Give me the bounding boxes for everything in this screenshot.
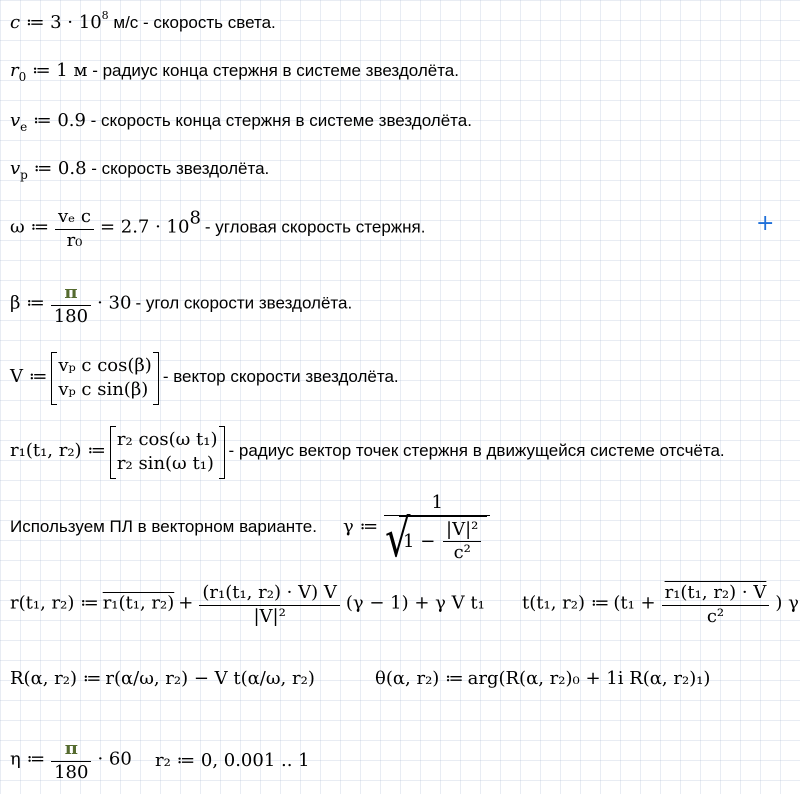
pl-vector-note: Используем ПЛ в векторном варианте. [10,516,317,536]
ship-speed-definition[interactable]: $v_p$ ≔ 0.8 - скорость звездолёта. [10,158,270,182]
speed-of-light-description: м/с - скорость света. [108,13,276,32]
angular-velocity-description: - угловая скорость стержня. [204,217,426,237]
crosshair-cursor-icon[interactable]: + [756,211,775,236]
rod-point-radius-vector-definition[interactable]: r₁(t₁, r₂) ≔ r₂ cos(ω t₁) r₂ sin(ω t₁) - радиус вектор точек стержня в движущейся системе отсчёта. [10,426,725,479]
radius-vector-matrix: r₂ cos(ω t₁) r₂ sin(ω t₁) [110,426,225,479]
ship-angle-description: - угол скорости звездолёта. [135,293,353,313]
projection-fraction: $\frac{\text{(r₁(t₁, r₂) · V) V}}{\text{|V|²}}$ [199,582,340,628]
ship-speed-description: - скорость звездолёта. [86,159,270,178]
speed-of-light-definition[interactable]: c ≔ $3 \cdot 10^8$ м/с - скорость света. [10,9,276,33]
ship-velocity-vector-definition[interactable]: V ≔ vₚ c cos(β) vₚ c sin(β) - вектор скорости звездолёта. [10,352,399,405]
degree-fraction: $\frac{\pi}{180}$ [51,282,91,328]
eta-fraction: $\frac{\pi}{180}$ [51,738,91,784]
rod-radius-definition[interactable]: $r_0$ ≔ 1 м - радиус конца стержня в системе звездолёта. [10,60,459,84]
trajectory-definition[interactable]: R(α, r₂) ≔ r(α/ω, r₂) − V t(α/ω, r₂) [10,668,315,689]
lorentz-factor-line[interactable]: Используем ПЛ в векторном варианте. γ ≔ 1 √ 1 − $\frac{\text{|V|²}}{\text{c²}}$ [10,492,492,565]
velocity-vector-description: - вектор скорости звездолёта. [162,366,399,386]
angle-definition[interactable]: θ(α, r₂) ≔ arg(R(α, r₂)₀ + 1i R(α, r₂)₁) [375,668,711,689]
rod-end-speed-description: - скорость конца стержня в системе звездолёта. [85,111,472,130]
ship-angle-definition[interactable]: β ≔ $\frac{\pi}{180}$ · 30 - угол скорости звездолёта. [10,282,353,327]
eta-definition[interactable]: η ≔ $\frac{\pi}{180}$ · 60 [10,738,132,783]
velocity-matrix: vₚ c cos(β) vₚ c sin(β) [51,352,159,405]
angular-velocity-fraction: $\frac{\text{vₑ c}}{\text{r₀}}$ [55,206,94,252]
rod-end-speed-definition[interactable]: $v_e$ ≔ 0.9 - скорость конца стержня в системе звездолёта. [10,110,472,134]
transformed-time-definition[interactable]: t(t₁, r₂) ≔ (t₁ + $\frac{\text{r₁(t₁, r₂) · V}}{\text{c²}}$ ) γ [522,582,799,627]
r2-range-definition[interactable]: r₂ ≔ 0, 0.001 .. 1 [155,750,310,771]
gamma-fraction: 1 √ 1 − $\frac{\text{|V|²}}{\text{c²}}$ [384,492,490,565]
angular-velocity-definition[interactable]: ω ≔ $\frac{\text{vₑ c}}{\text{r₀}}$ = $2.7 \cdot 10^8$ - угловая скорость стержня. [10,206,426,251]
radius-vector-description: - радиус вектор точек стержня в движущейся системе отсчёта. [228,440,725,460]
transformed-position-definition[interactable]: r(t₁, r₂) ≔ r₁(t₁, r₂) + $\frac{\text{(r₁(t₁, r₂) · V) V}}{\text{|V|²}}$ (γ − 1) + γ V t₁ [10,582,485,627]
rod-radius-description: - радиус конца стержня в системе звездолёта. [87,61,459,80]
time-fraction: $\frac{\text{r₁(t₁, r₂) · V}}{\text{c²}}$ [662,582,770,628]
